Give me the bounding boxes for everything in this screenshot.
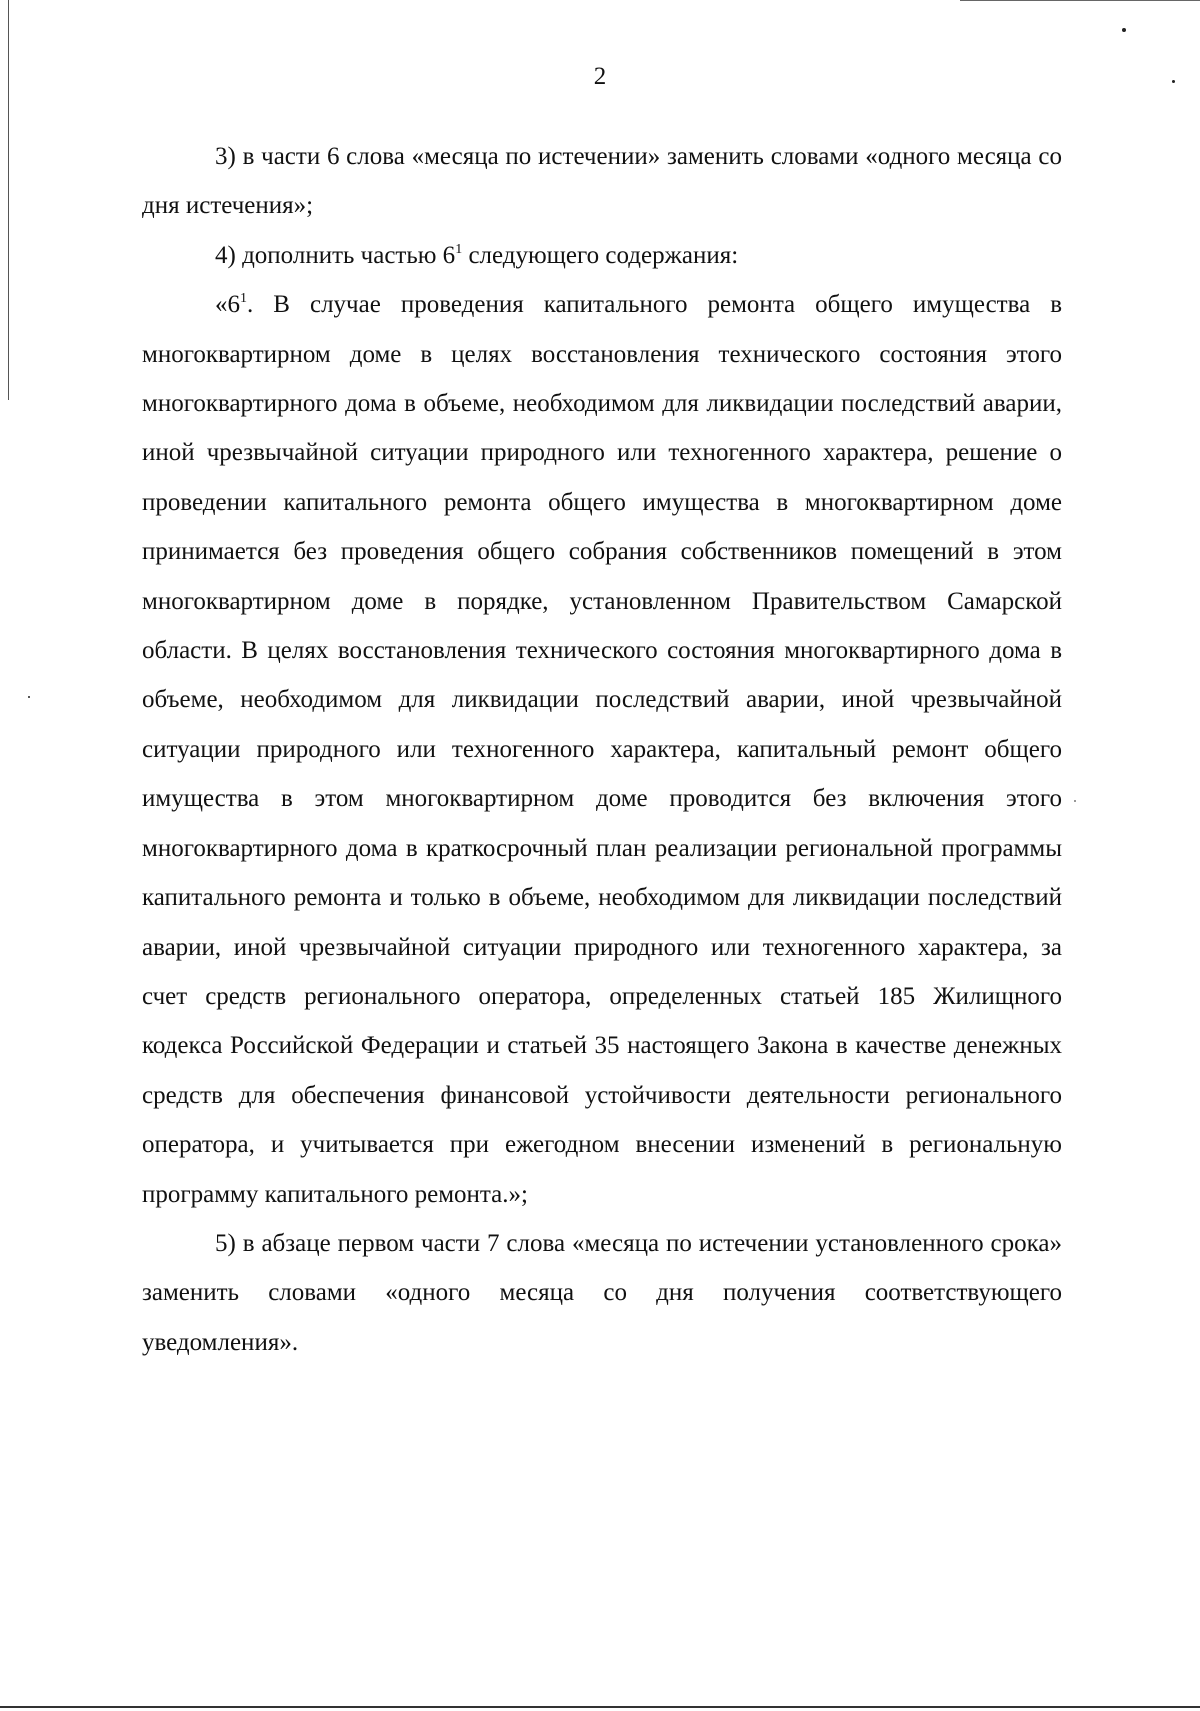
paragraph-part-6-1-open: «6 xyxy=(215,291,240,319)
paragraph-item-4 xyxy=(142,231,1062,280)
page-number: 2 xyxy=(593,63,607,90)
superscript-index: 1 xyxy=(455,241,463,257)
scan-edge-bottom xyxy=(0,1706,1200,1708)
paragraph-item-5: 5) в абзаце первом части 7 слова «месяца по истечении установленного срока» заменить словами «одного месяца со дня получения соответствующего уведомления». xyxy=(142,1229,1062,1356)
scan-edge-left xyxy=(8,0,9,400)
paragraph-item-3: 3) в части 6 слова «месяца по истечении» заменить словами «одного месяца со дня истечения»; xyxy=(142,143,1062,220)
document-body xyxy=(142,132,1062,1367)
scan-speck xyxy=(28,696,30,698)
paragraph-item-4-text: 4) дополнить частью 6 xyxy=(215,241,456,269)
scan-edge-top xyxy=(960,0,1200,1)
superscript-index: 1 xyxy=(240,291,247,307)
paragraph-item-4-text-end: следующего содержания: xyxy=(462,241,739,269)
scan-speck xyxy=(1122,28,1126,32)
paragraph-part-6-1-text: . В случае проведения капитального ремонта общего имущества в многоквартирном доме в целях восстановления технического состояния этого многоквартирного дома в объеме, необходимом для ликвидации последствий аварии, иной чрезвычайной ситуации природного или техногенного характера, решение о проведении капитального ремонта общего имущества в многоквартирном доме принимается без проведения общего собрания собственников помещений в этом многоквартирном доме в порядке, установленном Правительством Самарской области. В целях восстановления технического состояния многоквартирного дома в объеме, необходимом для ликвидации последствий аварии, иной чрезвычайной ситуации природного или техногенного характера, капитальный ремонт общего имущества в этом многоквартирном доме проводится без включения этого многоквартирного дома в краткосрочный план реализации региональной программы капитального ремонта и только в объеме, необходимом для ликвидации последствий аварии, иной чрезвычайной ситуации природного или техногенного характера, за счет средств регионального оператора, определенных статьей 185 Жилищного кодекса Российской Федерации и статьей 35 настоящего Закона в качестве денежных средств для обеспечения финансовой устойчивости деятельности регионального оператора, и учитывается при ежегодном внесении изменений в региональную программу капитального ремонта.»; xyxy=(142,291,1062,1208)
scan-speck xyxy=(1074,800,1076,802)
paragraph-part-6-1 xyxy=(142,280,1062,1219)
